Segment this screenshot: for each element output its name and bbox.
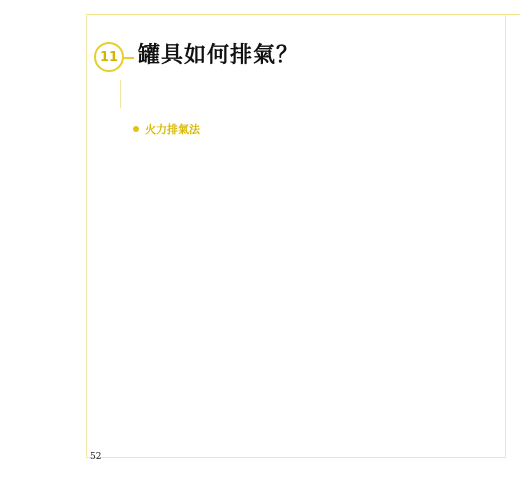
title-connector-rule [124, 57, 134, 59]
body-text [136, 140, 480, 142]
section-heading: 火力排氣法 [145, 123, 200, 136]
intro-paragraph [120, 80, 480, 108]
section-bullet-icon [133, 126, 139, 132]
page-number: 52 [90, 452, 102, 462]
chapter-number-badge: 11 [94, 42, 124, 72]
page-title: 罐具如何排氣？ [138, 43, 300, 68]
